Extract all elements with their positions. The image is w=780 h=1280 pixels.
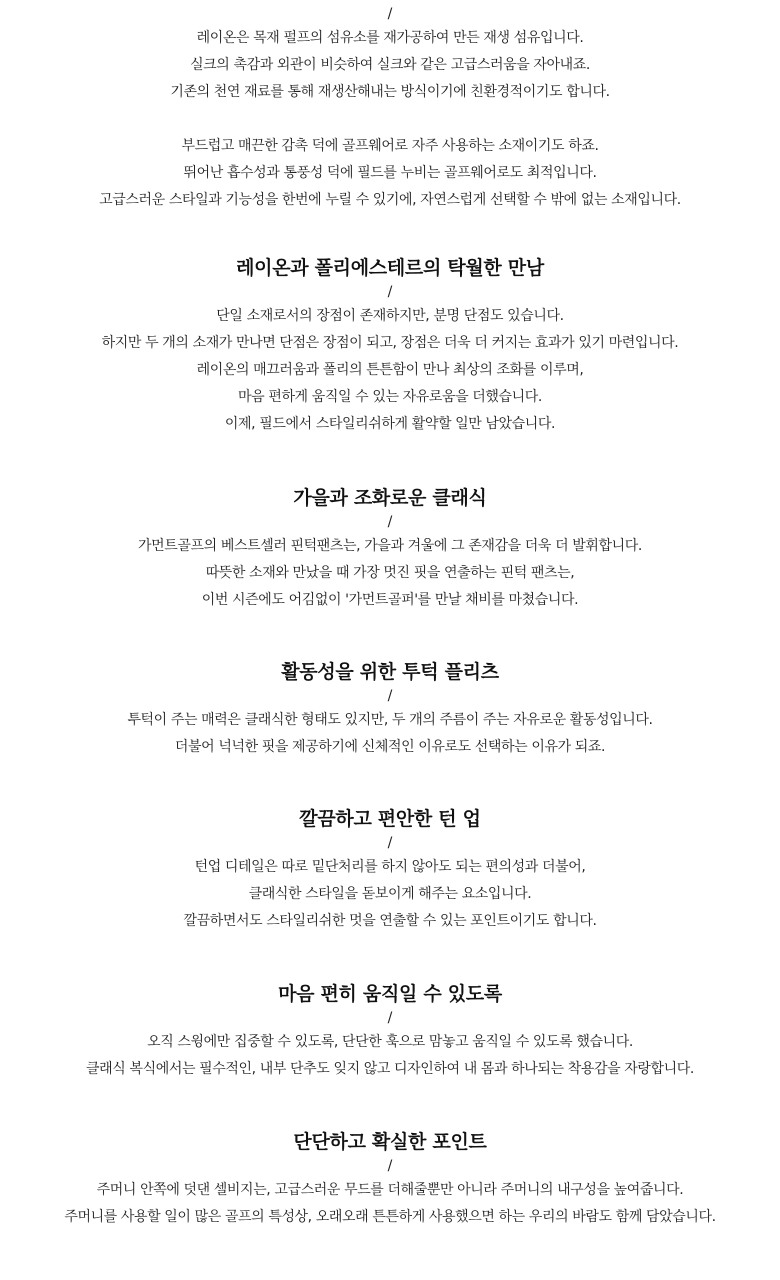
- section-turn-up: [0, 806, 780, 935]
- section-line: 클래식한 스타일을 돋보이게 해주는 요소입니다.: [248, 886, 532, 902]
- section-heading: 가을과 조화로운 클래식: [293, 487, 487, 509]
- section-heading: 마음 편히 움직일 수 있도록: [278, 983, 502, 1005]
- section-line: 투턱이 주는 매력은 클래식한 형태도 있지만, 두 개의 주름이 주는 자유로운 활동성입니다.: [127, 712, 653, 728]
- section-selvedge-point: [0, 1129, 780, 1231]
- section-rayon-poly: [0, 255, 780, 438]
- section-autumn-classic: [0, 485, 780, 614]
- section-two-tuck: [0, 659, 780, 761]
- divider-slash: /: [387, 1010, 393, 1026]
- intro-section: [0, 3, 780, 214]
- section-line: 주머니를 사용할 일이 많은 골프의 특성상, 오래오래 튼튼하게 사용했으면 하는 우리의 바람도 함께 담았습니다.: [64, 1209, 716, 1225]
- divider-slash: /: [387, 688, 393, 704]
- section-line: 이번 시즌에도 어김없이 '가먼트골퍼'를 만날 채비를 마쳤습니다.: [201, 592, 579, 608]
- section-line: 단일 소재로서의 장점이 존재하지만, 분명 단점도 있습니다.: [216, 308, 564, 324]
- section-move-freely: [0, 981, 780, 1083]
- intro-line: 실크의 촉감과 외관이 비슷하여 실크와 같은 고급스러움을 자아내죠.: [190, 57, 590, 73]
- divider-slash: /: [387, 835, 393, 851]
- section-line: 턴업 디테일은 따로 밑단처리를 하지 않아도 되는 편의성과 더불어,: [194, 859, 586, 875]
- section-line: 이제, 필드에서 스타일리쉬하게 활약할 일만 남았습니다.: [224, 416, 556, 432]
- section-line: 깔끔하면서도 스타일리쉬한 멋을 연출할 수 있는 포인트이기도 합니다.: [183, 913, 597, 929]
- section-heading: 활동성을 위한 투턱 플리츠: [281, 661, 499, 683]
- intro-line: 레이온은 목재 펄프의 섬유소를 재가공하여 만든 재생 섬유입니다.: [196, 30, 584, 46]
- section-heading: 단단하고 확실한 포인트: [293, 1131, 487, 1153]
- section-line: 하지만 두 개의 소재가 만나면 단점은 장점이 되고, 장점은 더욱 더 커지는 효과가 있기 마련입니다.: [101, 335, 679, 351]
- section-line: 마음 편하게 움직일 수 있는 자유로움을 더했습니다.: [238, 389, 542, 405]
- section-line: 주머니 안쪽에 덧댄 셀비지는, 고급스러운 무드를 더해줄뿐만 아니라 주머니의 내구성을 높여줍니다.: [96, 1182, 684, 1198]
- divider-slash: /: [387, 514, 393, 530]
- intro-line: 고급스러운 스타일과 기능성을 한번에 누릴 수 있기에, 자연스럽게 선택할 수 밖에 없는 소재입니다.: [99, 192, 681, 208]
- section-heading: 깔끔하고 편안한 턴 업: [299, 808, 481, 830]
- divider-slash: /: [387, 1158, 393, 1174]
- divider-slash: /: [387, 284, 393, 300]
- section-line: 클래식 복식에서는 필수적인, 내부 단추도 잊지 않고 디자인하여 내 몸과 하나되는 착용감을 자랑합니다.: [86, 1061, 694, 1077]
- section-line: 오직 스윙에만 집중할 수 있도록, 단단한 훅으로 맘놓고 움직일 수 있도록 했습니다.: [147, 1034, 633, 1050]
- section-line: 따뜻한 소재와 만났을 때 가장 멋진 핏을 연출하는 핀턱 팬츠는,: [205, 565, 575, 581]
- divider-slash: /: [387, 6, 393, 22]
- intro-line: 부드럽고 매끈한 감촉 덕에 골프웨어로 자주 사용하는 소재이기도 하죠.: [181, 138, 599, 154]
- section-line: 레이온의 매끄러움과 폴리의 튼튼함이 만나 최상의 조화를 이루며,: [196, 362, 584, 378]
- section-heading: 레이온과 폴리에스테르의 탁월한 만남: [236, 257, 544, 279]
- intro-line: 기존의 천연 재료를 통해 재생산해내는 방식이기에 친환경적이기도 합니다.: [170, 84, 610, 100]
- intro-line: 뛰어난 흡수성과 통풍성 덕에 필드를 누비는 골프웨어로도 최적입니다.: [183, 165, 597, 181]
- section-line: 가먼트골프의 베스트셀러 핀턱팬츠는, 가을과 겨울에 그 존재감을 더욱 더 발휘합니다.: [138, 538, 642, 554]
- section-line: 더불어 넉넉한 핏을 제공하기에 신체적인 이유로도 선택하는 이유가 되죠.: [174, 739, 606, 755]
